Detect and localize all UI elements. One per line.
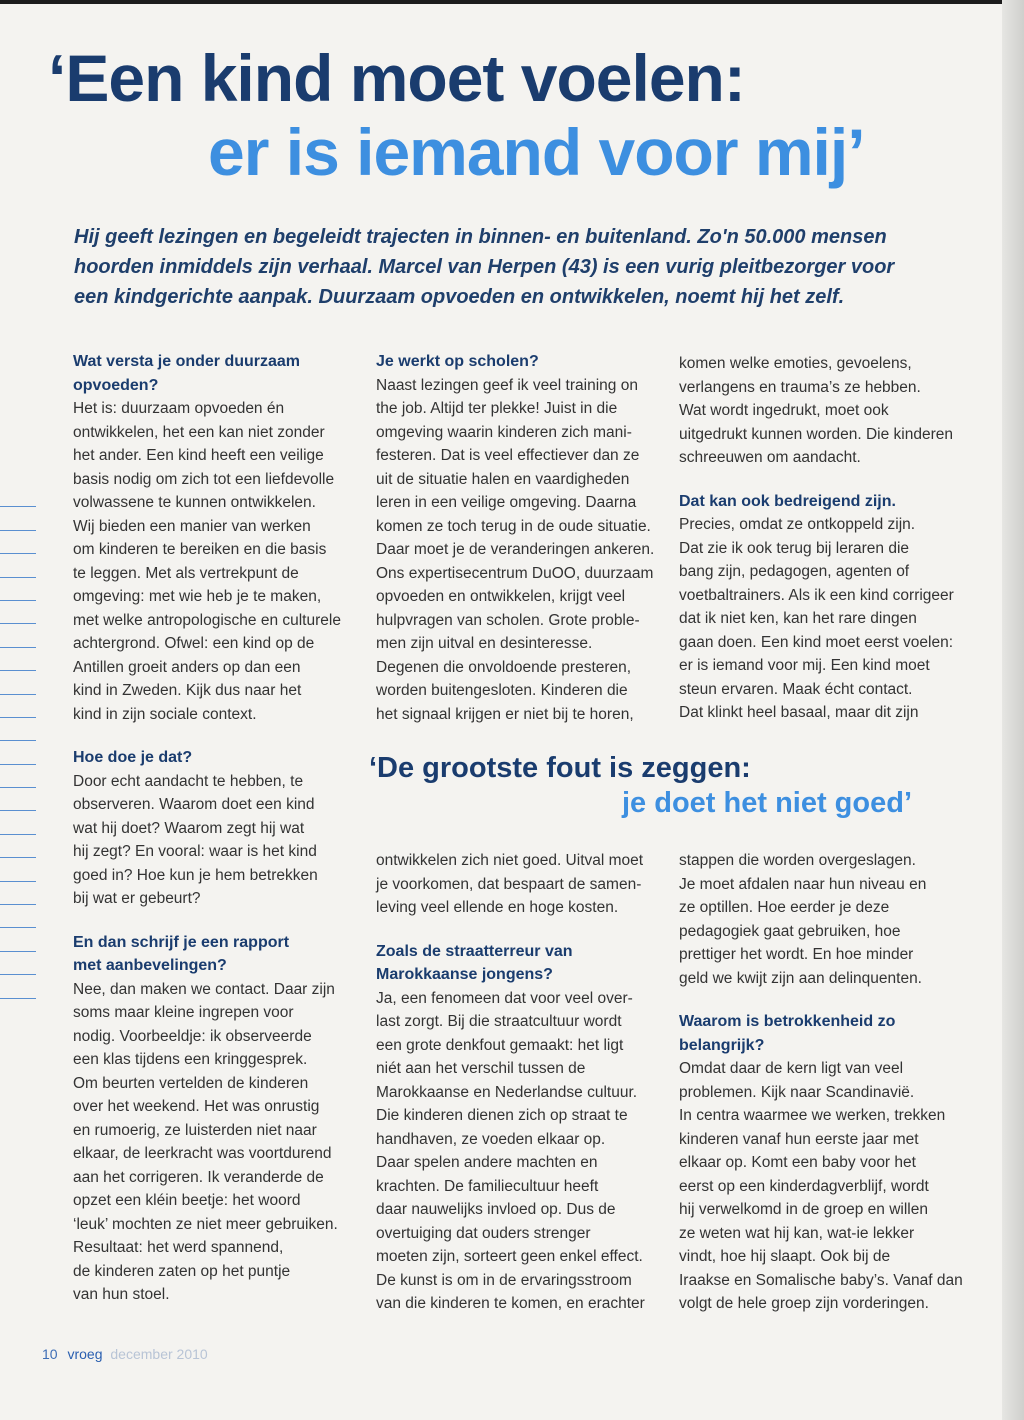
text-line: het signaal krijgen er niet bij te horen, bbox=[376, 705, 634, 723]
text-line: met welke antropologische en culturele bbox=[73, 611, 341, 629]
text-line: kind in zijn sociale context. bbox=[73, 705, 257, 723]
text-line: Ons expertisecentrum DuOO, duurzaam bbox=[376, 564, 654, 582]
text-line: aan het corrigeren. Ik veranderde de bbox=[73, 1168, 324, 1186]
text-line: omgeving waarin kinderen zich mani- bbox=[376, 423, 632, 441]
text-line: the job. Altijd ter plekke! Juist in die bbox=[376, 400, 618, 417]
text-line: belangrijk? bbox=[679, 1036, 765, 1054]
column-1 bbox=[73, 350, 363, 1307]
question-heading bbox=[73, 931, 363, 978]
intro-line: hoorden inmiddels zijn verhaal. Marcel van Herpen (43) is een vurig pleitbezorger voor bbox=[74, 256, 895, 278]
text-line: om kinderen te bereiken en die basis bbox=[73, 541, 327, 558]
margin-tick bbox=[0, 835, 36, 858]
text-line: komen ze toch terug in de oude situatie. bbox=[376, 517, 651, 535]
text-line: Ja, een fenomeen dat voor veel over- bbox=[376, 989, 633, 1007]
text-line: en rumoerig, ze luisterden niet naar bbox=[73, 1121, 317, 1139]
text-line: ‘leuk’ mochten ze niet meer gebruiken. bbox=[73, 1215, 338, 1233]
text-line: Je werkt op scholen? bbox=[376, 353, 539, 370]
text-line: achtergrond. Ofwel: een kind op de bbox=[73, 635, 315, 652]
text-line: uit de situatie halen en vaardigheden bbox=[376, 470, 630, 488]
text-line: Omdat daar de kern ligt van veel bbox=[679, 1060, 904, 1077]
text-line: elkaar op. Komt een baby voor het bbox=[679, 1154, 916, 1171]
text-line: verlangens en trauma’s ze hebben. bbox=[679, 378, 921, 396]
question-heading bbox=[679, 1010, 969, 1057]
question-heading bbox=[73, 746, 363, 770]
text-line: Naast lezingen geef ik veel training on bbox=[376, 376, 638, 394]
margin-tick bbox=[0, 928, 36, 951]
margin-tick bbox=[0, 811, 36, 834]
text-line: Waarom is betrokkenheid zo bbox=[679, 1013, 896, 1030]
margin-tick bbox=[0, 741, 36, 764]
text-line: Om beurten vertelden de kinderen bbox=[73, 1074, 309, 1092]
text-line: last zorgt. Bij die straatcultuur wordt bbox=[376, 1013, 622, 1030]
text-line: Daar moet je de veranderingen ankeren. bbox=[376, 541, 655, 558]
answer-paragraph bbox=[679, 513, 969, 725]
page-edge-shadow bbox=[1002, 0, 1024, 1420]
margin-tick bbox=[0, 695, 36, 718]
text-line: Marokkaanse en Nederlandse cultuur. bbox=[376, 1083, 638, 1101]
text-line: hij zegt? En vooral: waar is het kind bbox=[73, 843, 317, 860]
margin-tick bbox=[0, 554, 36, 577]
text-line: Je moet afdalen naar hun niveau en bbox=[679, 875, 927, 893]
text-line: van die kinderen te komen, en erachter bbox=[376, 1295, 645, 1312]
page-footer bbox=[42, 1346, 208, 1362]
intro-line: een kindgerichte aanpak. Duurzaam opvoeden en ontwikkelen, noemt hij het zelf. bbox=[74, 286, 845, 308]
text-line: Het is: duurzaam opvoeden én bbox=[73, 400, 285, 417]
text-line: De kunst is om in de ervaringsstroom bbox=[376, 1271, 632, 1289]
text-line: leving veel ellende en hoge kosten. bbox=[376, 899, 619, 916]
text-line: uitgedrukt kunnen worden. Die kinderen bbox=[679, 425, 954, 443]
text-line: Daar spelen andere machten en bbox=[376, 1154, 598, 1171]
text-line: kind in Zweden. Kijk dus naar het bbox=[73, 682, 302, 699]
text-line: steun ervaren. Maak écht contact. bbox=[679, 680, 913, 698]
margin-tick bbox=[0, 531, 36, 554]
text-line: een grote denkfout gemaakt: het ligt bbox=[376, 1036, 624, 1054]
text-line: ze weten wat hij kan, wat-ie lekker bbox=[679, 1224, 915, 1242]
answer-paragraph bbox=[679, 352, 969, 470]
text-line: Dat kan ook bedreigend zijn. bbox=[679, 492, 896, 510]
text-line: prettiger het wordt. En hoe minder bbox=[679, 946, 914, 963]
top-edge-line bbox=[0, 0, 1024, 4]
text-line: Precies, omdat ze ontkoppeld zijn. bbox=[679, 516, 916, 533]
text-line: Dat klinkt heel basaal, maar dit zijn bbox=[679, 704, 919, 721]
text-line: niét aan het verschil tussen de bbox=[376, 1060, 586, 1077]
text-line: omgeving: met wie heb je te maken, bbox=[73, 588, 322, 605]
text-line: daar nauwelijks invloed op. Dus de bbox=[376, 1201, 616, 1218]
text-line: schreeuwen om aandacht. bbox=[679, 449, 861, 466]
question-heading bbox=[376, 350, 666, 374]
text-line: goed in? Hoe kun je hem betrekken bbox=[73, 866, 318, 884]
magazine-name: vroeg bbox=[67, 1346, 103, 1362]
text-line: worden buitengesloten. Kinderen die bbox=[376, 682, 628, 699]
margin-tick bbox=[0, 484, 36, 507]
text-line: nodig. Voorbeeldje: ik observeerde bbox=[73, 1027, 312, 1045]
text-line: volwassene te kunnen ontwikkelen. bbox=[73, 494, 316, 511]
text-line: er is iemand voor mij. Een kind moet bbox=[679, 657, 930, 674]
text-line: volgt de hele groep zijn vorderingen. bbox=[679, 1295, 929, 1312]
text-line: een klas tijdens een kringgesprek. bbox=[73, 1051, 308, 1068]
text-line: kinderen vanaf hun eerste jaar met bbox=[679, 1130, 919, 1148]
margin-tick bbox=[0, 671, 36, 694]
text-line: ontwikkelen, het een kan niet zonder bbox=[73, 423, 325, 441]
margin-tick bbox=[0, 648, 36, 671]
text-line: soms maar kleine ingrepen voor bbox=[73, 1004, 294, 1021]
text-line: Wij bieden een manier van werken bbox=[73, 517, 311, 535]
text-line: hulpvragen van scholen. Grote proble- bbox=[376, 611, 640, 629]
text-line: opvoeden? bbox=[73, 376, 159, 394]
page-number: 10 bbox=[42, 1346, 58, 1362]
text-line: bang zijn, pedagogen, agenten of bbox=[679, 563, 910, 580]
text-line: leren in een veilige omgeving. Daarna bbox=[376, 494, 637, 511]
question-heading bbox=[73, 350, 363, 397]
text-line: ze optillen. Hoe eerder je deze bbox=[679, 899, 890, 916]
answer-paragraph bbox=[376, 987, 666, 1316]
text-line: Hoe doe je dat? bbox=[73, 749, 193, 766]
margin-tick bbox=[0, 882, 36, 905]
answer-paragraph bbox=[73, 397, 363, 726]
answer-paragraph bbox=[376, 849, 666, 920]
text-line: problemen. Kijk naar Scandinavië. bbox=[679, 1083, 915, 1101]
margin-tick bbox=[0, 952, 36, 975]
text-line: hij verwelkomd in de groep en willen bbox=[679, 1201, 928, 1218]
text-line: het ander. Een kind heeft een veilige bbox=[73, 447, 324, 464]
text-line: voetbaltrainers. Als ik een kind corrigeer bbox=[679, 586, 954, 604]
text-line: ontwikkelen zich niet goed. Uitval moet bbox=[376, 852, 644, 869]
pullquote-line-2: je doet het niet goed’ bbox=[622, 787, 913, 819]
pullquote-line-1: ‘De grootste fout is zeggen: bbox=[369, 752, 751, 784]
answer-paragraph bbox=[73, 770, 363, 911]
text-line: je voorkomen, dat bespaart de samen- bbox=[376, 875, 642, 893]
text-line: dat ik niet ken, kan het rare dingen bbox=[679, 610, 917, 627]
text-line: Door echt aandacht te hebben, te bbox=[73, 772, 304, 790]
margin-tick bbox=[0, 858, 36, 881]
text-line: Degenen die onvoldoende presteren, bbox=[376, 658, 632, 676]
text-line: Dat zie ik ook terug bij leraren die bbox=[679, 539, 910, 557]
margin-tick bbox=[0, 601, 36, 624]
text-line: Wat wordt ingedrukt, moet ook bbox=[679, 402, 889, 419]
answer-paragraph bbox=[679, 1057, 969, 1316]
text-line: Die kinderen dienen zich op straat te bbox=[376, 1107, 628, 1124]
text-line: opvoeden en ontwikkelen, krijgt veel bbox=[376, 588, 626, 605]
text-line: Marokkaanse jongens? bbox=[376, 966, 553, 983]
text-line: Antillen groeit anders op dan een bbox=[73, 658, 301, 676]
text-line: opzet een kléin beetje: het woord bbox=[73, 1192, 301, 1209]
answer-paragraph bbox=[679, 849, 969, 990]
column-2-top bbox=[376, 350, 666, 726]
answer-paragraph bbox=[73, 978, 363, 1307]
margin-tick bbox=[0, 507, 36, 530]
text-line: stappen die worden overgeslagen. bbox=[679, 852, 916, 869]
intro-paragraph bbox=[74, 222, 954, 312]
text-line: Iraakse en Somalische baby’s. Vanaf dan bbox=[679, 1271, 963, 1289]
text-line: komen welke emoties, gevoelens, bbox=[679, 355, 912, 372]
text-line: overtuiging dat ouders strenger bbox=[376, 1224, 591, 1242]
headline-line-1: ‘Een kind moet voelen: bbox=[48, 41, 745, 115]
text-line: Wat versta je onder duurzaam bbox=[73, 353, 301, 370]
text-line: festeren. Dat is veel effectiever dan ze bbox=[376, 447, 640, 464]
headline-line-2: er is iemand voor mij’ bbox=[208, 115, 865, 189]
question-heading bbox=[376, 940, 666, 987]
text-line: Nee, dan maken we contact. Daar zijn bbox=[73, 980, 335, 998]
question-heading bbox=[679, 490, 969, 514]
text-line: En dan schrijf je een rapport bbox=[73, 933, 290, 951]
text-line: krachten. De familiecultuur heeft bbox=[376, 1177, 599, 1195]
text-line: eerst op een kinderdagverblijf, wordt bbox=[679, 1177, 929, 1195]
column-2-bottom bbox=[376, 849, 666, 1316]
text-line: men zijn uitval en desinteresse. bbox=[376, 635, 593, 652]
text-line: de kinderen zaten op het puntje bbox=[73, 1262, 291, 1280]
text-line: Zoals de straatterreur van bbox=[376, 942, 573, 960]
text-line: moeten zijn, sorteert geen enkel effect. bbox=[376, 1248, 643, 1265]
text-line: handhaven, ze voeden elkaar op. bbox=[376, 1130, 606, 1148]
margin-tick-marks bbox=[0, 484, 36, 999]
text-line: van hun stoel. bbox=[73, 1286, 170, 1303]
text-line: observeren. Waarom doet een kind bbox=[73, 796, 315, 813]
text-line: geld we kwijt zijn aan delinquenten. bbox=[679, 969, 922, 987]
text-line: gaan doen. Een kind moet eerst voelen: bbox=[679, 633, 954, 651]
margin-tick bbox=[0, 765, 36, 788]
column-3-top bbox=[679, 352, 969, 725]
text-line: elkaar, de leerkracht was voortdurend bbox=[73, 1145, 332, 1162]
text-line: In centra waarmee we werken, trekken bbox=[679, 1107, 946, 1124]
text-line: over het weekend. Het was onrustig bbox=[73, 1098, 320, 1115]
margin-tick bbox=[0, 578, 36, 601]
intro-line: Hij geeft lezingen en begeleidt trajecten in binnen- en buitenland. Zo'n 50.000 mensen bbox=[74, 226, 887, 248]
text-line: vindt, hoe hij slaapt. Ook bij de bbox=[679, 1248, 891, 1265]
issue-date: december 2010 bbox=[110, 1346, 208, 1362]
margin-tick bbox=[0, 905, 36, 928]
text-line: te leggen. Met als vertrekpunt de bbox=[73, 564, 299, 582]
text-line: basis nodig om zich tot een liefdevolle bbox=[73, 470, 335, 488]
margin-tick bbox=[0, 788, 36, 811]
margin-tick bbox=[0, 718, 36, 741]
text-line: met aanbevelingen? bbox=[73, 957, 227, 974]
margin-tick bbox=[0, 975, 36, 998]
answer-paragraph bbox=[376, 374, 666, 727]
text-line: bij wat er gebeurt? bbox=[73, 890, 201, 907]
text-line: Resultaat: het werd spannend, bbox=[73, 1239, 284, 1256]
text-line: pedagogiek gaat gebruiken, hoe bbox=[679, 922, 901, 940]
margin-tick bbox=[0, 624, 36, 647]
column-3-bottom bbox=[679, 849, 969, 1316]
text-line: wat hij doet? Waarom zegt hij wat bbox=[73, 819, 305, 837]
